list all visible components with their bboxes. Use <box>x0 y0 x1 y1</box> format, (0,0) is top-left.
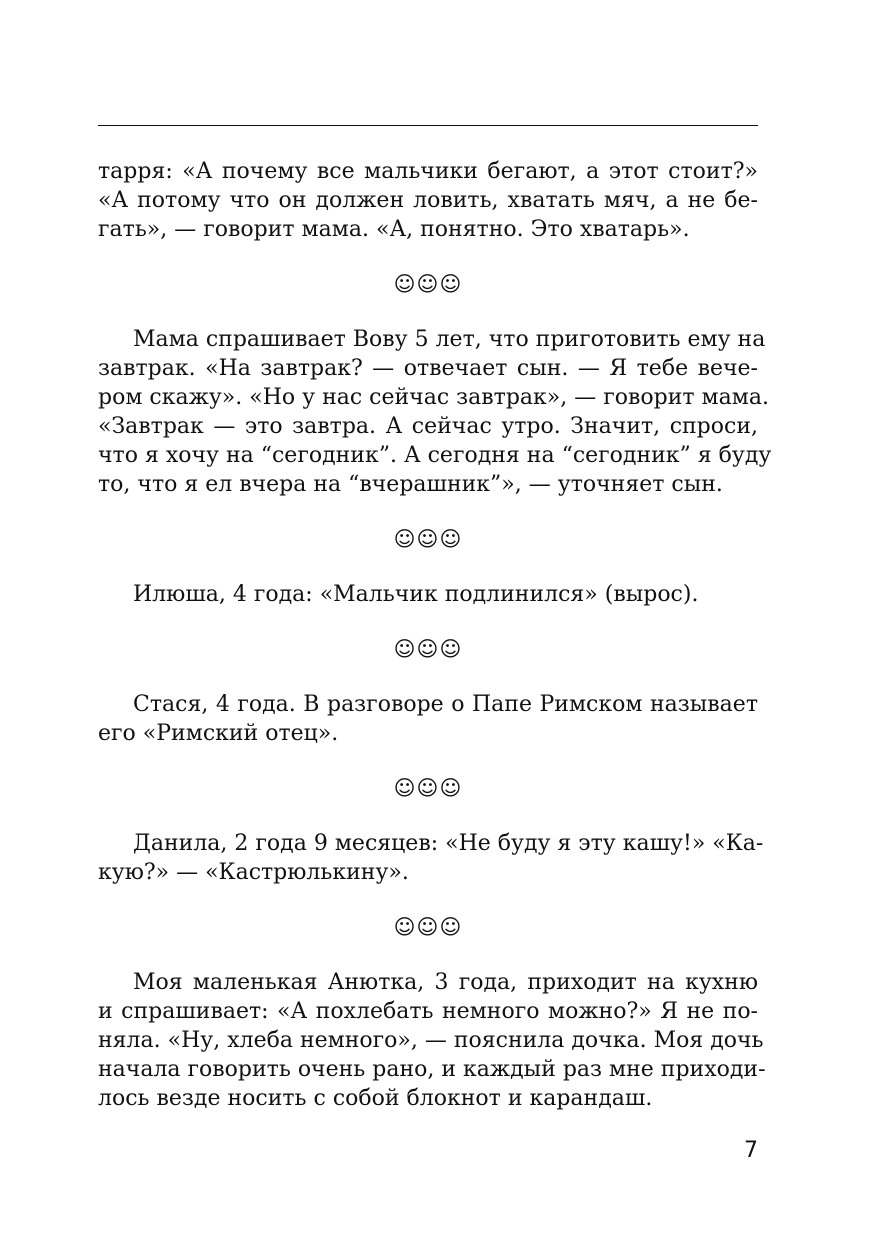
section-separator: ☺☺☺ <box>393 915 463 939</box>
paragraph-line: Моя маленькая Анютка, 3 года, приходит на кухню <box>133 970 758 995</box>
paragraph-line: «Завтрак — это завтра. А сейчас утро. Значит, спроси, <box>98 414 758 439</box>
page-number: 7 <box>744 1138 758 1163</box>
paragraph-4 <box>98 690 758 748</box>
paragraph-line: ром скажу». «Но у нас сейчас завтрак», — говорит мама. <box>98 385 769 410</box>
section-separator: ☺☺☺ <box>393 776 463 800</box>
paragraph-line: что я хочу на “сегодник”. А сегодня на “сегодник” я буду <box>98 443 772 468</box>
paragraph-line: гать», — говорит мама. «А, понятно. Это хватарь». <box>98 217 690 242</box>
paragraph-5 <box>98 829 764 887</box>
page-body <box>98 157 772 1113</box>
section-separator: ☺☺☺ <box>393 272 463 296</box>
paragraph-line: «А потому что он должен ловить, хватать мяч, а не бе- <box>98 188 758 213</box>
paragraph-line: Илюша, 4 года: «Мальчик подлинился» (вырос). <box>133 582 699 607</box>
paragraph-line: начала говорить очень рано, и каждый раз мне приходи- <box>98 1057 766 1082</box>
paragraph-line: лось везде носить с собой блокнот и карандаш. <box>98 1086 653 1111</box>
paragraph-line: Стася, 4 года. В разговоре о Папе Римском называет <box>133 692 758 717</box>
paragraph-1 <box>98 157 758 244</box>
paragraph-line: то, что я ел вчера на “вчерашник”», — уточняет сын. <box>98 472 723 497</box>
paragraph-line: кую?» — «Кастрюлькину». <box>98 860 409 885</box>
paragraph-line: и спрашивает: «А похлебать немного можно?» Я не по- <box>98 999 758 1024</box>
paragraph-line: Данила, 2 года 9 месяцев: «Не буду я эту кашу!» «Ка- <box>133 831 764 856</box>
paragraph-line: няла. «Ну, хлеба немного», — пояснила дочка. Моя дочь <box>98 1028 764 1053</box>
paragraph-line: завтрак. «На завтрак? — отвечает сын. — Я тебе вече- <box>98 356 758 381</box>
section-separator: ☺☺☺ <box>393 637 463 661</box>
section-separator: ☺☺☺ <box>393 527 463 551</box>
paragraph-3 <box>98 580 758 609</box>
paragraph-line: Мама спрашивает Вову 5 лет, что приготовить ему на <box>133 327 766 352</box>
header-rule <box>98 125 758 126</box>
paragraph-6 <box>98 968 766 1113</box>
paragraph-2 <box>98 325 772 499</box>
paragraph-line: тарря: «А почему все мальчики бегают, а этот стоит?» <box>98 159 758 184</box>
paragraph-line: его «Римский отец». <box>98 721 339 746</box>
